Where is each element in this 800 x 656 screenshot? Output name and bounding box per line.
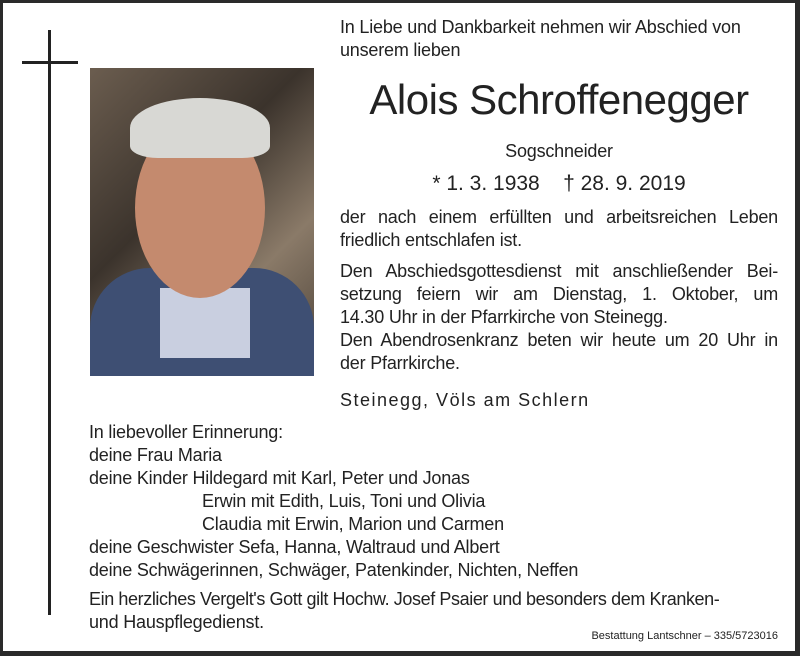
intro-line-2: unserem lieben (340, 40, 461, 60)
mourner-line: Erwin mit Edith, Luis, Toni und Olivia (202, 491, 486, 511)
body1-line-2: friedlich entschlafen ist. (340, 230, 522, 250)
mourner-line: In liebevoller Erinnerung: (89, 422, 283, 442)
funeral-home-footer: Bestattung Lantschner – 335/5723016 (591, 630, 778, 642)
birth-date: * 1. 3. 1938 (432, 172, 540, 195)
body2-line-3: 14.30 Uhr in der Pfarrkirche von Steinegg. (340, 307, 668, 327)
cross-icon (48, 30, 51, 615)
intro-line-1: In Liebe und Dankbarkeit nehmen wir Abschied von (340, 17, 741, 37)
place: Steinegg, Völs am Schlern (340, 390, 590, 410)
cross-icon-bar (22, 61, 78, 64)
deceased-name: Alois Schroffenegger (369, 76, 749, 123)
mourner-line: Claudia mit Erwin, Marion und Carmen (202, 514, 504, 534)
occupation: Sogschneider (505, 141, 613, 161)
body1-line-1: der nach einem erfüllten und arbeitsreichen Leben (340, 207, 778, 227)
thanks-line-1: Ein herzliches Vergelt's Gott gilt Hochw. Josef Psaier und besonders dem Kranken- (89, 589, 720, 609)
mourner-line: deine Frau Maria (89, 445, 222, 465)
body2-line-4: Den Abendrosenkranz beten wir heute um 20 Uhr in (340, 330, 778, 350)
portrait-photo (90, 68, 314, 376)
death-date: † 28. 9. 2019 (563, 172, 686, 195)
body2-line-5: der Pfarrkirche. (340, 353, 460, 373)
mourner-line: deine Geschwister Sefa, Hanna, Waltraud und Albert (89, 537, 500, 557)
mourner-line: deine Kinder Hildegard mit Karl, Peter und Jonas (89, 468, 470, 488)
life-dates (340, 172, 778, 196)
mourner-line: deine Schwägerinnen, Schwäger, Patenkinder, Nichten, Neffen (89, 560, 579, 580)
body2-line-2: setzung feiern wir am Dienstag, 1. Oktober, um (340, 284, 778, 304)
body2-line-1: Den Abschiedsgottesdienst mit anschließender Bei- (340, 261, 778, 281)
thanks-line-2: und Hauspflegedienst. (89, 612, 264, 632)
